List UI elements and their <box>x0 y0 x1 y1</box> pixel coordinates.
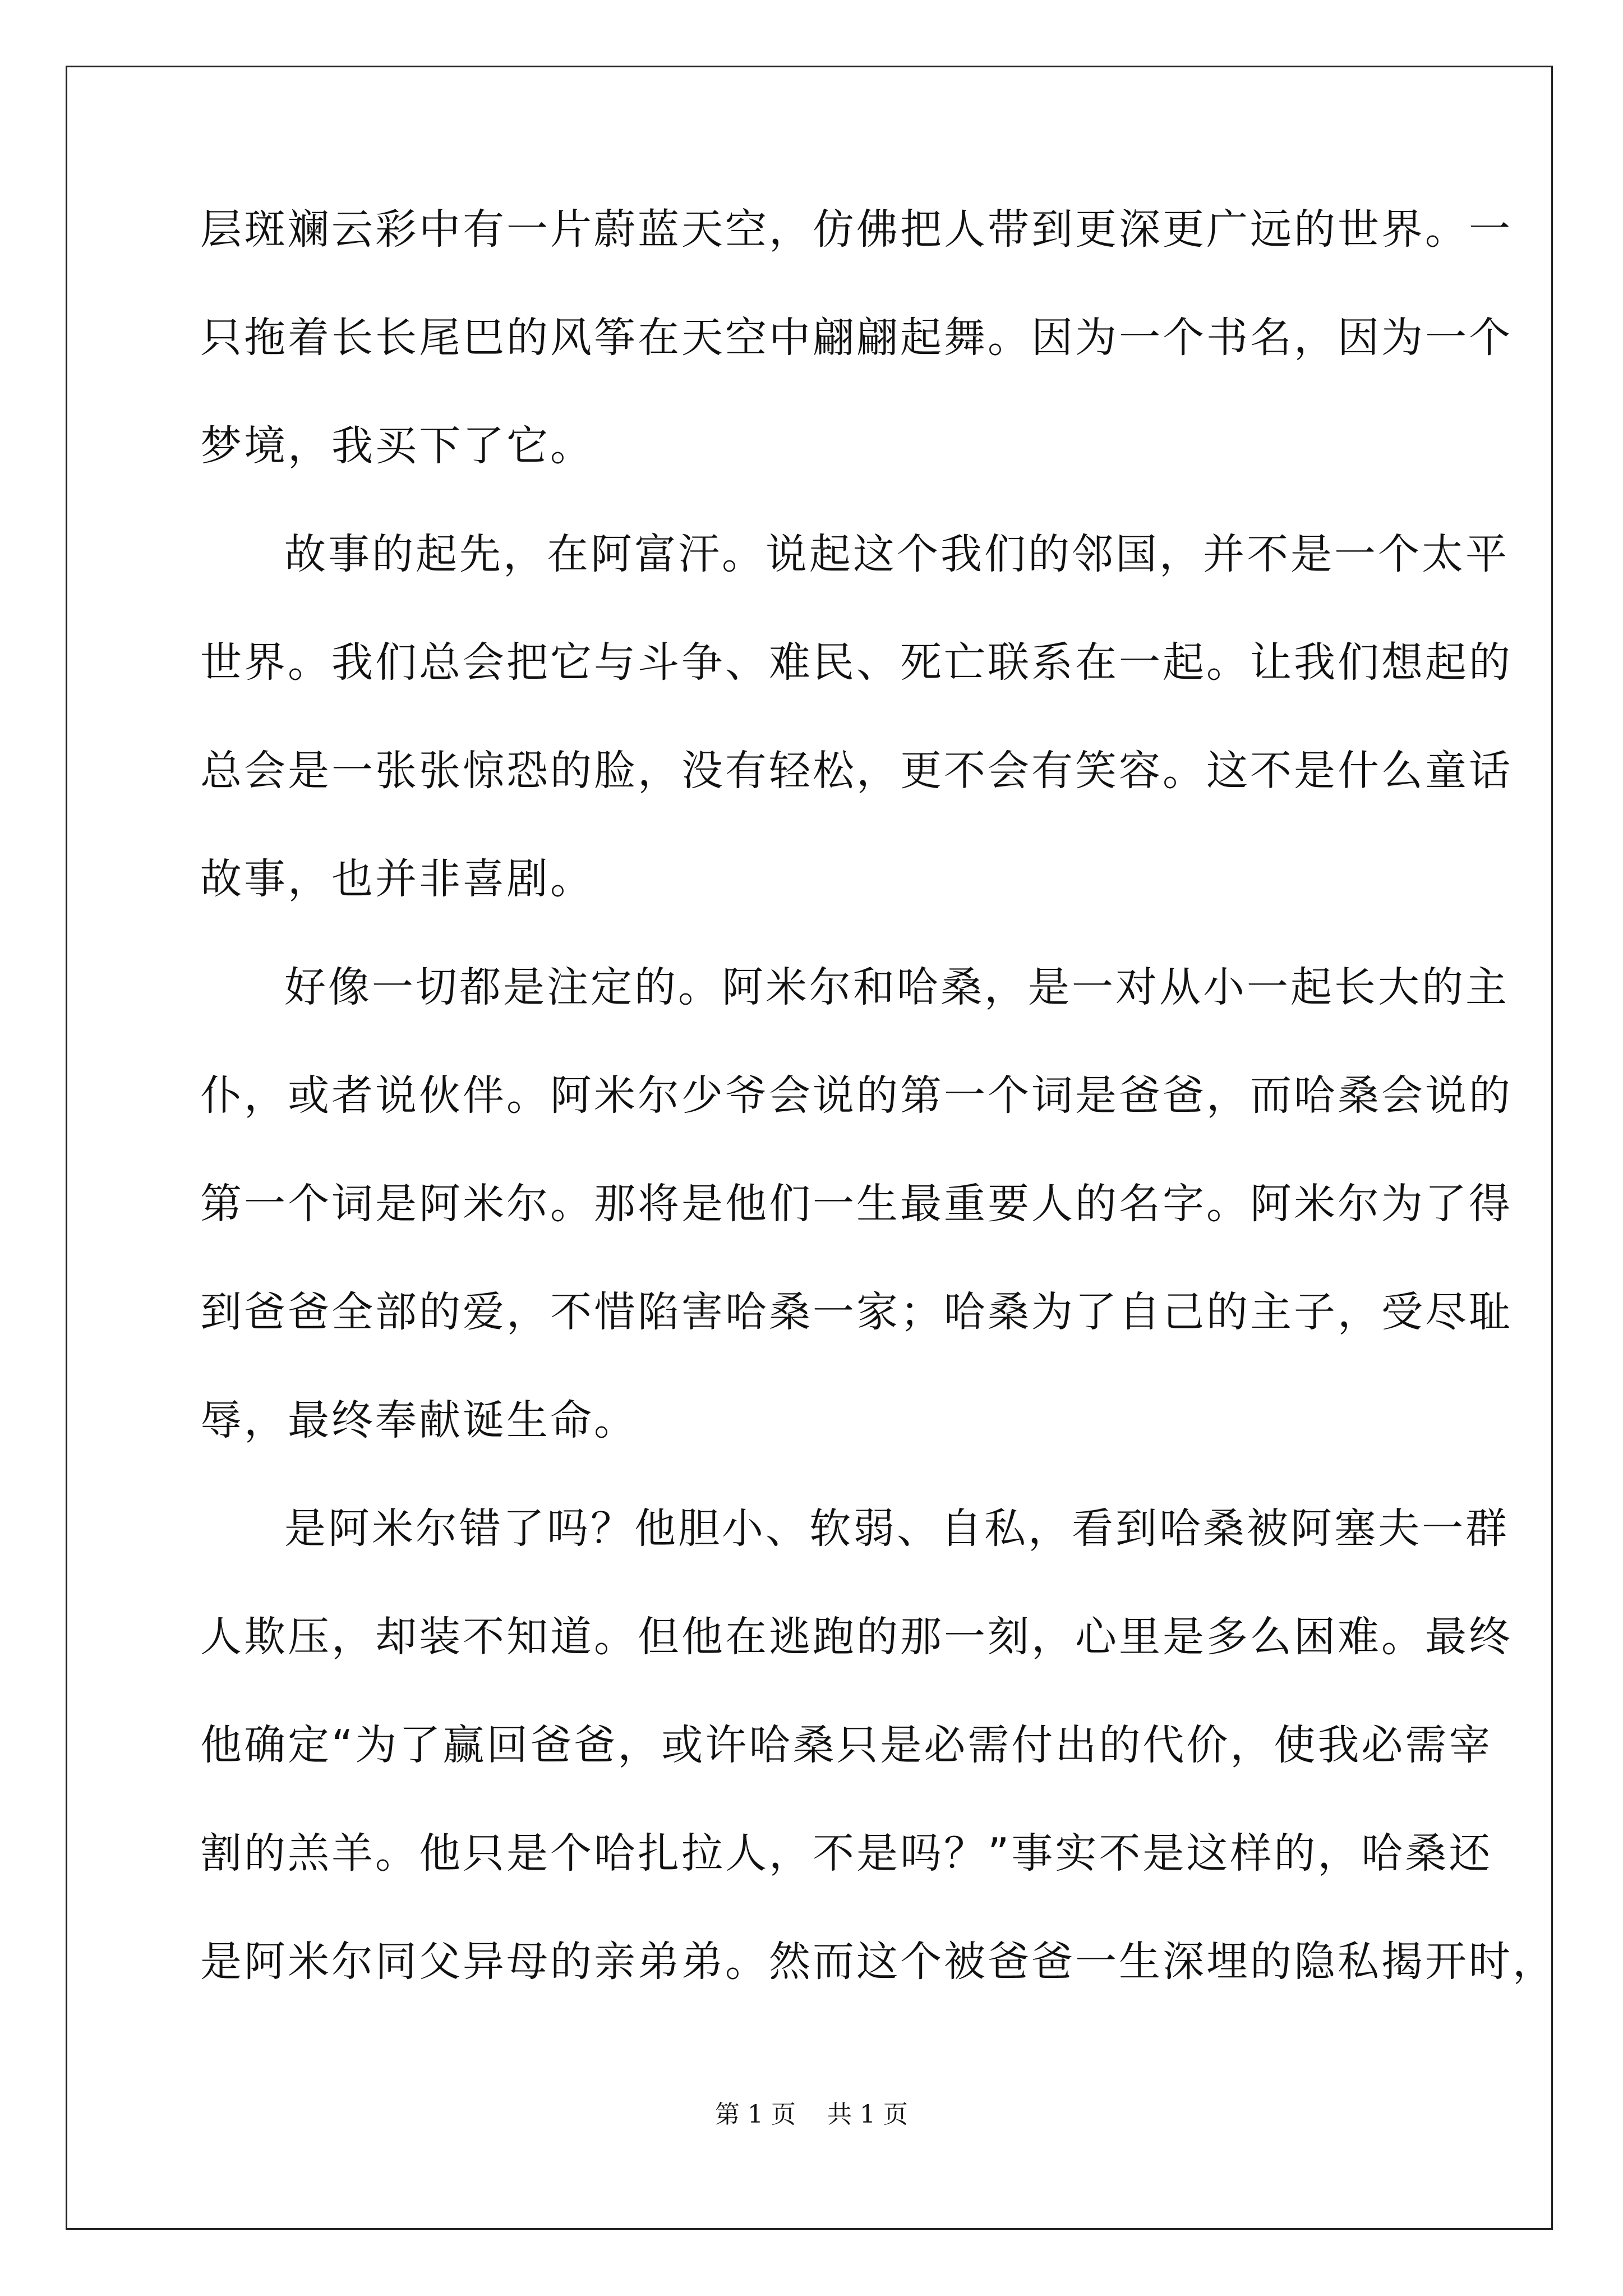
paragraph-first-line: 好像一切都是注定的。阿米尔和哈桑，是一对从小一起长大的主 <box>284 963 1509 1011</box>
text-line: 世界。我们总会把它与斗争、难民、死亡联系在一起。让我们想起的 <box>200 638 1513 687</box>
text-line: 人欺压，却装不知道。但他在逃跑的那一刻，心里是多么困难。最终 <box>200 1613 1513 1661</box>
paragraph-first-line: 是阿米尔错了吗？他胆小、软弱、自私，看到哈桑被阿塞夫一群 <box>284 1504 1509 1553</box>
text-line: 总会是一张张惊恐的脸，没有轻松，更不会有笑容。这不是什么童话 <box>200 747 1513 795</box>
page-number-footer: 第 1 页 共 1 页 <box>715 2100 908 2129</box>
text-line: 故事，也并非喜剧。 <box>200 855 594 903</box>
text-line: 只拖着长长尾巴的风筝在天空中翩翩起舞。因为一个书名，因为一个 <box>200 314 1513 362</box>
text-line: 辱，最终奉献诞生命。 <box>200 1396 638 1444</box>
text-line: 是阿米尔同父异母的亲弟弟。然而这个被爸爸一生深埋的隐私揭开时， <box>200 1938 1556 1986</box>
text-line: 层斑斓云彩中有一片蔚蓝天空，仿佛把人带到更深更广远的世界。一 <box>200 205 1513 254</box>
text-line: 他确定“为了赢回爸爸，或许哈桑只是必需付出的代价，使我必需宰 <box>200 1721 1493 1769</box>
text-line: 第一个词是阿米尔。那将是他们一生最重要人的名字。阿米尔为了得 <box>200 1180 1513 1228</box>
paragraph-first-line: 故事的起先，在阿富汗。说起这个我们的邻国，并不是一个太平 <box>284 530 1509 578</box>
text-line: 仆，或者说伙伴。阿米尔少爷会说的第一个词是爸爸，而哈桑会说的 <box>200 1071 1513 1120</box>
document-body <box>200 205 1556 2049</box>
text-line: 割的羔羊。他只是个哈扎拉人，不是吗？”事实不是这样的，哈桑还 <box>200 1829 1493 1878</box>
text-line: 到爸爸全部的爱，不惜陷害哈桑一家；哈桑为了自己的主子，受尽耻 <box>200 1288 1513 1336</box>
text-line: 梦境，我买下了它。 <box>200 422 594 470</box>
